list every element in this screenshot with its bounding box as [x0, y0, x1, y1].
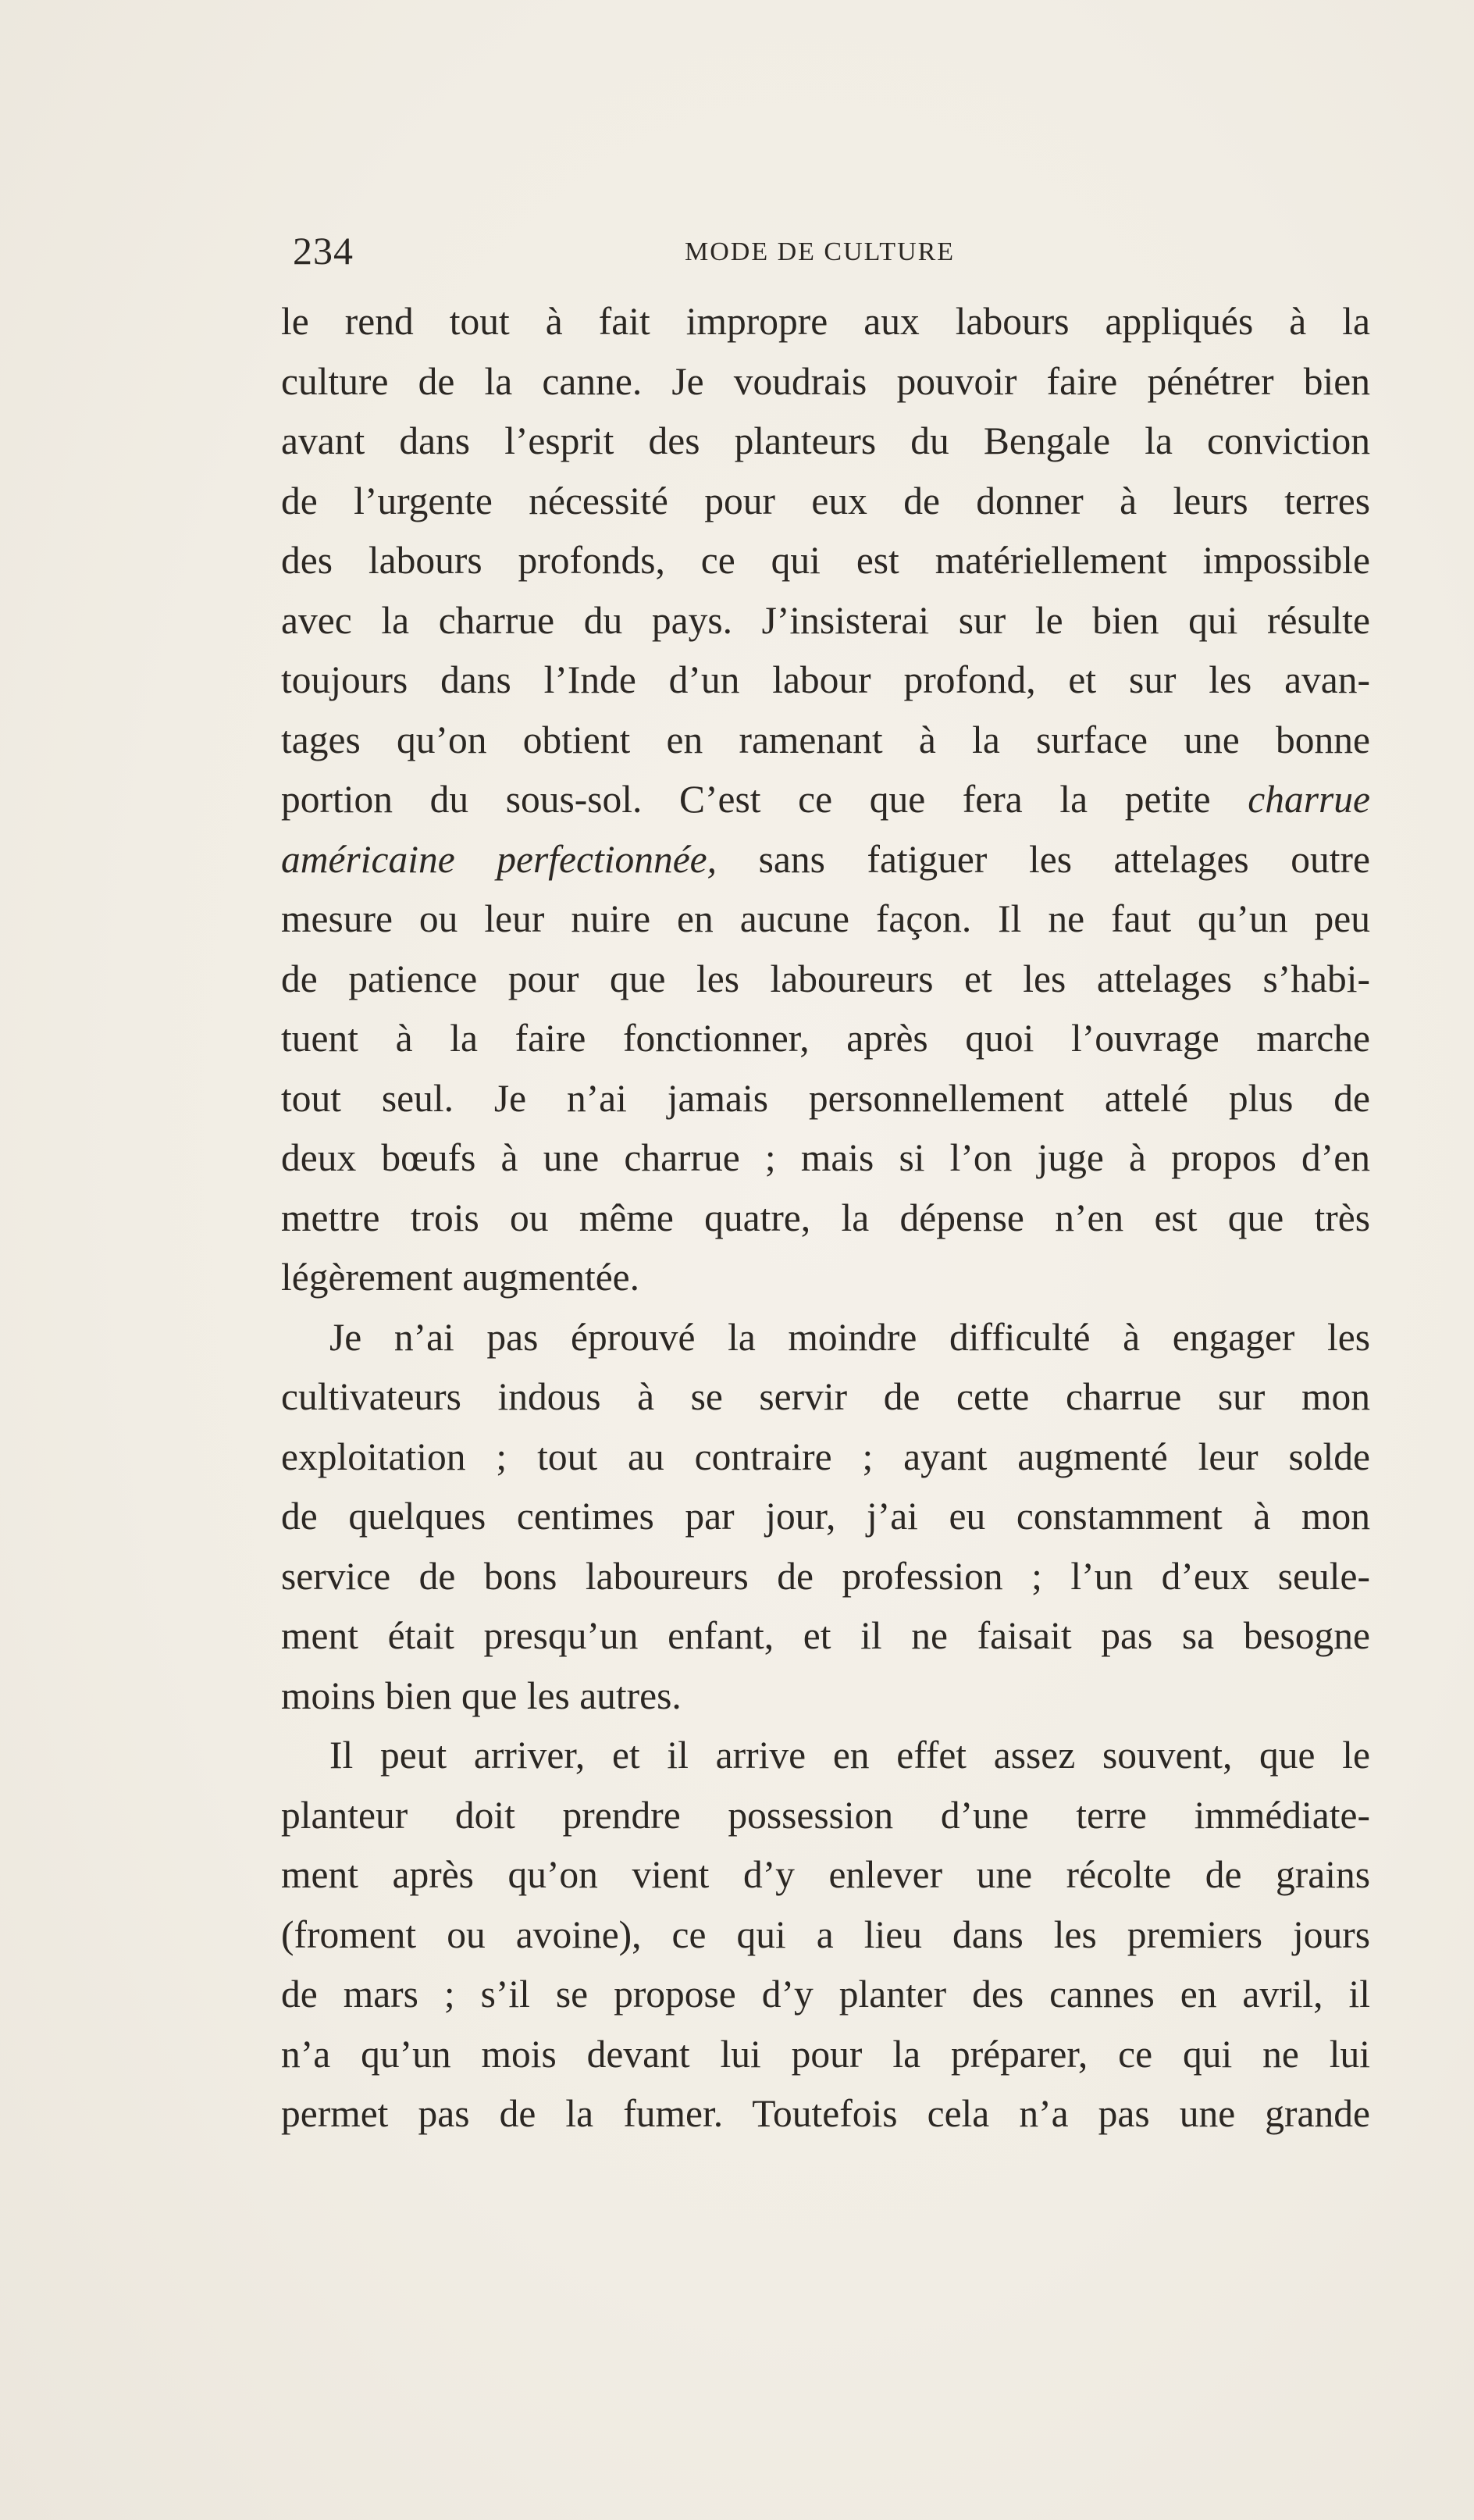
- page-number: 234: [293, 229, 354, 273]
- paragraph-2: [281, 1308, 1370, 1727]
- text-line: service de bons laboureurs de profession ; l’un d’eux seule-: [281, 1554, 1370, 1598]
- text-line: des labours profonds, ce qui est matériellement impossible: [281, 539, 1370, 582]
- text-line: Il peut arriver, et il arrive en effet assez souvent, que le: [329, 1734, 1370, 1777]
- text-line: moins bien que les autres.: [281, 1673, 682, 1717]
- text-line: n’a qu’un mois devant lui pour la préparer, ce qui ne lui: [281, 2032, 1370, 2076]
- text-line: Je n’ai pas éprouvé la moindre difficulté à engager les: [329, 1315, 1370, 1359]
- text-line: cultivateurs indous à se servir de cette charrue sur mon: [281, 1375, 1370, 1418]
- text-line: (froment ou avoine), ce qui a lieu dans les premiers jours: [281, 1912, 1370, 1956]
- text-line: toujours dans l’Inde d’un labour profond, et sur les avan-: [281, 658, 1370, 701]
- text-line: avant dans l’esprit des planteurs du Bengale la conviction: [281, 419, 1370, 462]
- text-line: ment était presqu’un enfant, et il ne faisait pas sa besogne: [281, 1614, 1370, 1657]
- text-line: tout seul. Je n’ai jamais personnellement attelé plus de: [281, 1076, 1370, 1120]
- text-line: tuent à la faire fonctionner, après quoi l’ouvrage marche: [281, 1017, 1370, 1060]
- text-line: mettre trois ou même quatre, la dépense n’en est que très: [281, 1196, 1370, 1239]
- text-line: de patience pour que les laboureurs et les attelages s’habi-: [281, 957, 1370, 1000]
- text-line: de quelques centimes par jour, j’ai eu constamment à mon: [281, 1495, 1370, 1538]
- text-line: le rend tout à fait impropre aux labours appliqués à la: [281, 300, 1370, 343]
- text-line: avec la charrue du pays. J’insisterai sur le bien qui résulte: [281, 598, 1370, 642]
- text-line: exploitation ; tout au contraire ; ayant augmenté leur solde: [281, 1435, 1370, 1478]
- running-title: MODE DE CULTURE: [685, 237, 956, 266]
- text-line: deux bœufs à une charrue ; mais si l’on juge à propos d’en: [281, 1136, 1370, 1179]
- text-line-with-italic: [281, 830, 1370, 890]
- paragraph-1: [281, 292, 1370, 1308]
- text-line: légèrement augmentée.: [281, 1256, 640, 1299]
- text-line: ment après qu’on vient d’y enlever une récolte de grains: [281, 1853, 1370, 1896]
- text-line: culture de la canne. Je voudrais pouvoir faire pénétrer bien: [281, 359, 1370, 403]
- text-segment: sans fatiguer les attelages outre: [758, 837, 1370, 881]
- body-text: [281, 292, 1370, 2144]
- text-line: mesure ou leur nuire en aucune façon. Il ne faut qu’un peu: [281, 897, 1370, 940]
- text-line: planteur doit prendre possession d’une terre immédiate-: [281, 1793, 1370, 1837]
- italic-term: américaine perfectionnée,: [281, 837, 717, 881]
- text-line: de l’urgente nécessité pour eux de donner à leurs terres: [281, 479, 1370, 522]
- paragraph-3: [281, 1726, 1370, 2144]
- page-header: [293, 228, 1386, 275]
- text-line: tages qu’on obtient en ramenant à la surface une bonne: [281, 718, 1370, 761]
- text-line: permet pas de la fumer. Toutefois cela n’a pas une grande: [281, 2092, 1370, 2135]
- italic-term: charrue: [1248, 778, 1370, 821]
- text-line: de mars ; s’il se propose d’y planter des cannes en avril, il: [281, 1973, 1370, 2016]
- text-segment: portion du sous-sol. C’est ce que fera la petite: [281, 778, 1211, 821]
- text-line-with-italic: [281, 770, 1370, 830]
